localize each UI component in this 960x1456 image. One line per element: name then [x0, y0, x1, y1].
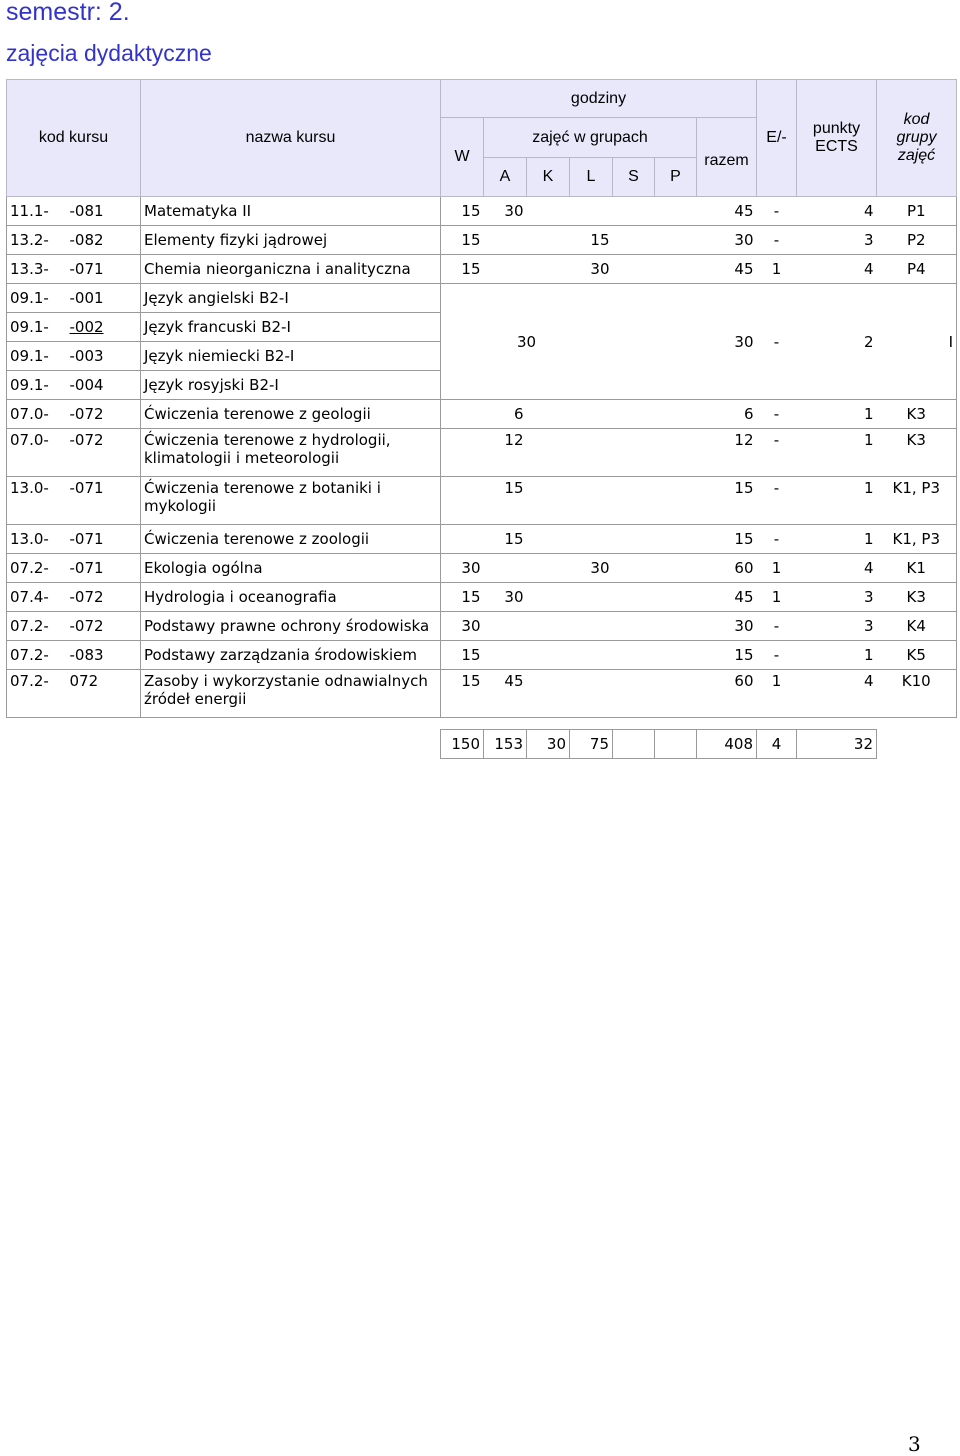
ects-points: 3 [797, 226, 877, 255]
ects-points: 1 [797, 477, 877, 525]
hours-s [613, 583, 655, 612]
total-l: 75 [570, 730, 613, 759]
header-nazwa-kursu: nazwa kursu [141, 80, 441, 197]
exam-flag: - [757, 477, 797, 525]
semester-heading: semestr: 2. [6, 0, 130, 26]
group-code: K3 [877, 583, 957, 612]
hours-razem: 30 [697, 226, 757, 255]
course-name: Podstawy prawne ochrony środowiska [141, 612, 441, 641]
table-row [7, 525, 957, 554]
hours-p [655, 641, 697, 670]
hours-k [527, 197, 570, 226]
total-w: 150 [441, 730, 484, 759]
course-name: Elementy fizyki jądrowej [141, 226, 441, 255]
course-name: Ćwiczenia terenowe z zoologii [141, 525, 441, 554]
table-row [7, 554, 957, 583]
hours-a: 30 [484, 583, 527, 612]
hours-razem: 6 [697, 400, 757, 429]
exam-flag: - [757, 400, 797, 429]
hours-w: 15 [441, 197, 484, 226]
course-code-suffix: -083 [67, 641, 141, 670]
hours-a [484, 255, 527, 284]
hours-k [527, 612, 570, 641]
total-p [655, 730, 697, 759]
hours-p [655, 197, 697, 226]
group-code: K1 [877, 554, 957, 583]
exam-flag: 1 [757, 554, 797, 583]
hours-l: 15 [570, 226, 613, 255]
exam-flag: 1 [757, 255, 797, 284]
hours-p [655, 429, 697, 477]
language-ects-points: 2 [797, 284, 877, 400]
hours-p [655, 554, 697, 583]
course-code-prefix: 07.4- [7, 583, 67, 612]
hours-s [613, 477, 655, 525]
course-code-prefix: 07.0- [7, 400, 67, 429]
course-code-suffix: -004 [67, 371, 141, 400]
hours-s [613, 429, 655, 477]
header-k: K [527, 158, 570, 197]
course-name: Ćwiczenia terenowe z botaniki i mykologii [141, 477, 441, 525]
course-code-prefix: 13.2- [7, 226, 67, 255]
hours-w: 15 [441, 255, 484, 284]
hours-razem: 30 [697, 612, 757, 641]
hours-p [655, 612, 697, 641]
hours-razem: 60 [697, 554, 757, 583]
course-code-suffix: -082 [67, 226, 141, 255]
hours-s [613, 197, 655, 226]
total-s [613, 730, 655, 759]
language-hours-empty [570, 284, 697, 400]
table-row [7, 226, 957, 255]
exam-flag: - [757, 612, 797, 641]
hours-w [441, 429, 484, 477]
table-row [7, 612, 957, 641]
course-code-prefix: 13.3- [7, 255, 67, 284]
course-name: Hydrologia i oceanografia [141, 583, 441, 612]
course-code-prefix: 11.1- [7, 197, 67, 226]
language-hours-w [441, 284, 484, 400]
header-kod-grupy: kod grupy zajęć [877, 80, 957, 197]
ects-points: 4 [797, 255, 877, 284]
course-code-suffix: -072 [67, 429, 141, 477]
hours-a [484, 226, 527, 255]
hours-razem: 15 [697, 477, 757, 525]
hours-a: 6 [484, 400, 527, 429]
exam-flag: - [757, 641, 797, 670]
hours-l [570, 525, 613, 554]
language-hours-a: 30 [484, 284, 570, 400]
header-p: P [655, 158, 697, 197]
hours-l [570, 429, 613, 477]
hours-a: 15 [484, 477, 527, 525]
hours-a [484, 641, 527, 670]
hours-l [570, 583, 613, 612]
group-code: K3 [877, 400, 957, 429]
hours-w [441, 525, 484, 554]
table-row [7, 255, 957, 284]
hours-w: 15 [441, 583, 484, 612]
course-code-prefix: 09.1- [7, 342, 67, 371]
hours-k [527, 583, 570, 612]
course-name: Chemia nieorganiczna i analityczna [141, 255, 441, 284]
hours-w: 30 [441, 612, 484, 641]
course-code-prefix: 07.2- [7, 641, 67, 670]
header-w: W [441, 118, 484, 197]
hours-p [655, 525, 697, 554]
exam-flag: - [757, 197, 797, 226]
hours-l: 30 [570, 554, 613, 583]
group-code: P1 [877, 197, 957, 226]
ects-points: 1 [797, 525, 877, 554]
hours-razem: 45 [697, 255, 757, 284]
hours-s [613, 554, 655, 583]
course-table [6, 79, 957, 759]
course-code-prefix: 09.1- [7, 284, 67, 313]
course-code-suffix: -081 [67, 197, 141, 226]
course-name: Podstawy zarządzania środowiskiem [141, 641, 441, 670]
hours-w: 15 [441, 670, 484, 718]
hours-s [613, 612, 655, 641]
course-name: Język niemiecki B2-I [141, 342, 441, 371]
hours-l [570, 197, 613, 226]
header-razem: razem [697, 118, 757, 197]
course-code-suffix: -001 [67, 284, 141, 313]
course-code-suffix: -003 [67, 342, 141, 371]
hours-a: 15 [484, 525, 527, 554]
hours-a: 30 [484, 197, 527, 226]
group-code: K10 [877, 670, 957, 718]
course-code-prefix: 13.0- [7, 477, 67, 525]
header-punkty-ects: punkty ECTS [797, 80, 877, 197]
hours-p [655, 670, 697, 718]
exam-flag: 1 [757, 583, 797, 612]
header-l: L [570, 158, 613, 197]
total-k: 30 [527, 730, 570, 759]
header-kod-kursu: kod kursu [7, 80, 141, 197]
hours-k [527, 477, 570, 525]
group-code: P4 [877, 255, 957, 284]
course-name: Ćwiczenia terenowe z hydrologii, klimatologii i meteorologii [141, 429, 441, 477]
course-code-suffix: -071 [67, 255, 141, 284]
hours-a [484, 554, 527, 583]
course-name: Ekologia ogólna [141, 554, 441, 583]
course-name: Matematyka II [141, 197, 441, 226]
totals-row [7, 730, 957, 759]
table-row [7, 284, 957, 313]
exam-flag: - [757, 226, 797, 255]
ects-points: 1 [797, 641, 877, 670]
table-row [7, 641, 957, 670]
hours-razem: 60 [697, 670, 757, 718]
hours-s [613, 226, 655, 255]
table-row [7, 429, 957, 477]
course-code-prefix: 07.0- [7, 429, 67, 477]
group-code: K3 [877, 429, 957, 477]
course-code-suffix: -071 [67, 554, 141, 583]
course-name: Zasoby i wykorzystanie odnawialnych źródeł energii [141, 670, 441, 718]
course-code-suffix: -072 [67, 612, 141, 641]
hours-k [527, 670, 570, 718]
hours-razem: 15 [697, 525, 757, 554]
hours-w: 30 [441, 554, 484, 583]
group-code: K5 [877, 641, 957, 670]
hours-l [570, 670, 613, 718]
hours-p [655, 226, 697, 255]
section-heading: zajęcia dydaktyczne [6, 40, 212, 66]
language-hours-razem: 30 [697, 284, 757, 400]
course-name: Ćwiczenia terenowe z geologii [141, 400, 441, 429]
hours-a: 45 [484, 670, 527, 718]
group-code: P2 [877, 226, 957, 255]
hours-s [613, 400, 655, 429]
course-name: Język angielski B2-I [141, 284, 441, 313]
course-code-suffix: -071 [67, 477, 141, 525]
hours-k [527, 255, 570, 284]
hours-l [570, 477, 613, 525]
exam-flag: 1 [757, 670, 797, 718]
course-code-suffix: -002 [67, 313, 141, 342]
ects-points: 4 [797, 554, 877, 583]
ects-points: 1 [797, 429, 877, 477]
hours-l [570, 641, 613, 670]
group-code: K1, P3 [877, 525, 957, 554]
hours-w [441, 400, 484, 429]
course-name: Język rosyjski B2-I [141, 371, 441, 400]
total-razem: 408 [697, 730, 757, 759]
table-row [7, 197, 957, 226]
hours-k [527, 525, 570, 554]
course-code-suffix: -071 [67, 525, 141, 554]
exam-flag: - [757, 525, 797, 554]
header-egzamin: E/- [757, 80, 797, 197]
hours-s [613, 525, 655, 554]
hours-l [570, 612, 613, 641]
table-row [7, 583, 957, 612]
hours-s [613, 255, 655, 284]
hours-razem: 12 [697, 429, 757, 477]
hours-k [527, 641, 570, 670]
hours-p [655, 583, 697, 612]
group-code: K1, P3 [877, 477, 957, 525]
hours-p [655, 400, 697, 429]
hours-k [527, 226, 570, 255]
hours-p [655, 477, 697, 525]
course-code-prefix: 07.2- [7, 554, 67, 583]
hours-p [655, 255, 697, 284]
hours-s [613, 670, 655, 718]
course-code-prefix: 07.2- [7, 612, 67, 641]
hours-k [527, 554, 570, 583]
hours-razem: 15 [697, 641, 757, 670]
header-godziny: godziny [441, 80, 757, 118]
ects-points: 4 [797, 197, 877, 226]
total-exams: 4 [757, 730, 797, 759]
course-code-prefix: 09.1- [7, 371, 67, 400]
hours-razem: 45 [697, 197, 757, 226]
header-a: A [484, 158, 527, 197]
course-code-prefix: 07.2- [7, 670, 67, 718]
hours-a [484, 612, 527, 641]
hours-k [527, 400, 570, 429]
hours-a: 12 [484, 429, 527, 477]
table-row [7, 477, 957, 525]
hours-w [441, 477, 484, 525]
language-group-code: I [877, 284, 957, 400]
hours-l [570, 400, 613, 429]
course-code-suffix: -072 [67, 583, 141, 612]
hours-k [527, 429, 570, 477]
course-code-suffix: -072 [67, 400, 141, 429]
total-ects: 32 [797, 730, 877, 759]
page-number: 3 [908, 1432, 921, 1456]
hours-w: 15 [441, 226, 484, 255]
course-code-prefix: 09.1- [7, 313, 67, 342]
ects-points: 4 [797, 670, 877, 718]
header-zajec-w-grupach: zajęć w grupach [484, 118, 697, 158]
exam-flag: - [757, 429, 797, 477]
language-exam-flag: - [757, 284, 797, 400]
course-code-prefix: 13.0- [7, 525, 67, 554]
total-a: 153 [484, 730, 527, 759]
course-code-suffix: 072 [67, 670, 141, 718]
hours-s [613, 641, 655, 670]
course-name: Język francuski B2-I [141, 313, 441, 342]
header-s: S [613, 158, 655, 197]
table-row [7, 670, 957, 718]
hours-l: 30 [570, 255, 613, 284]
ects-points: 1 [797, 400, 877, 429]
ects-points: 3 [797, 583, 877, 612]
hours-w: 15 [441, 641, 484, 670]
table-row [7, 400, 957, 429]
group-code: K4 [877, 612, 957, 641]
ects-points: 3 [797, 612, 877, 641]
hours-razem: 45 [697, 583, 757, 612]
